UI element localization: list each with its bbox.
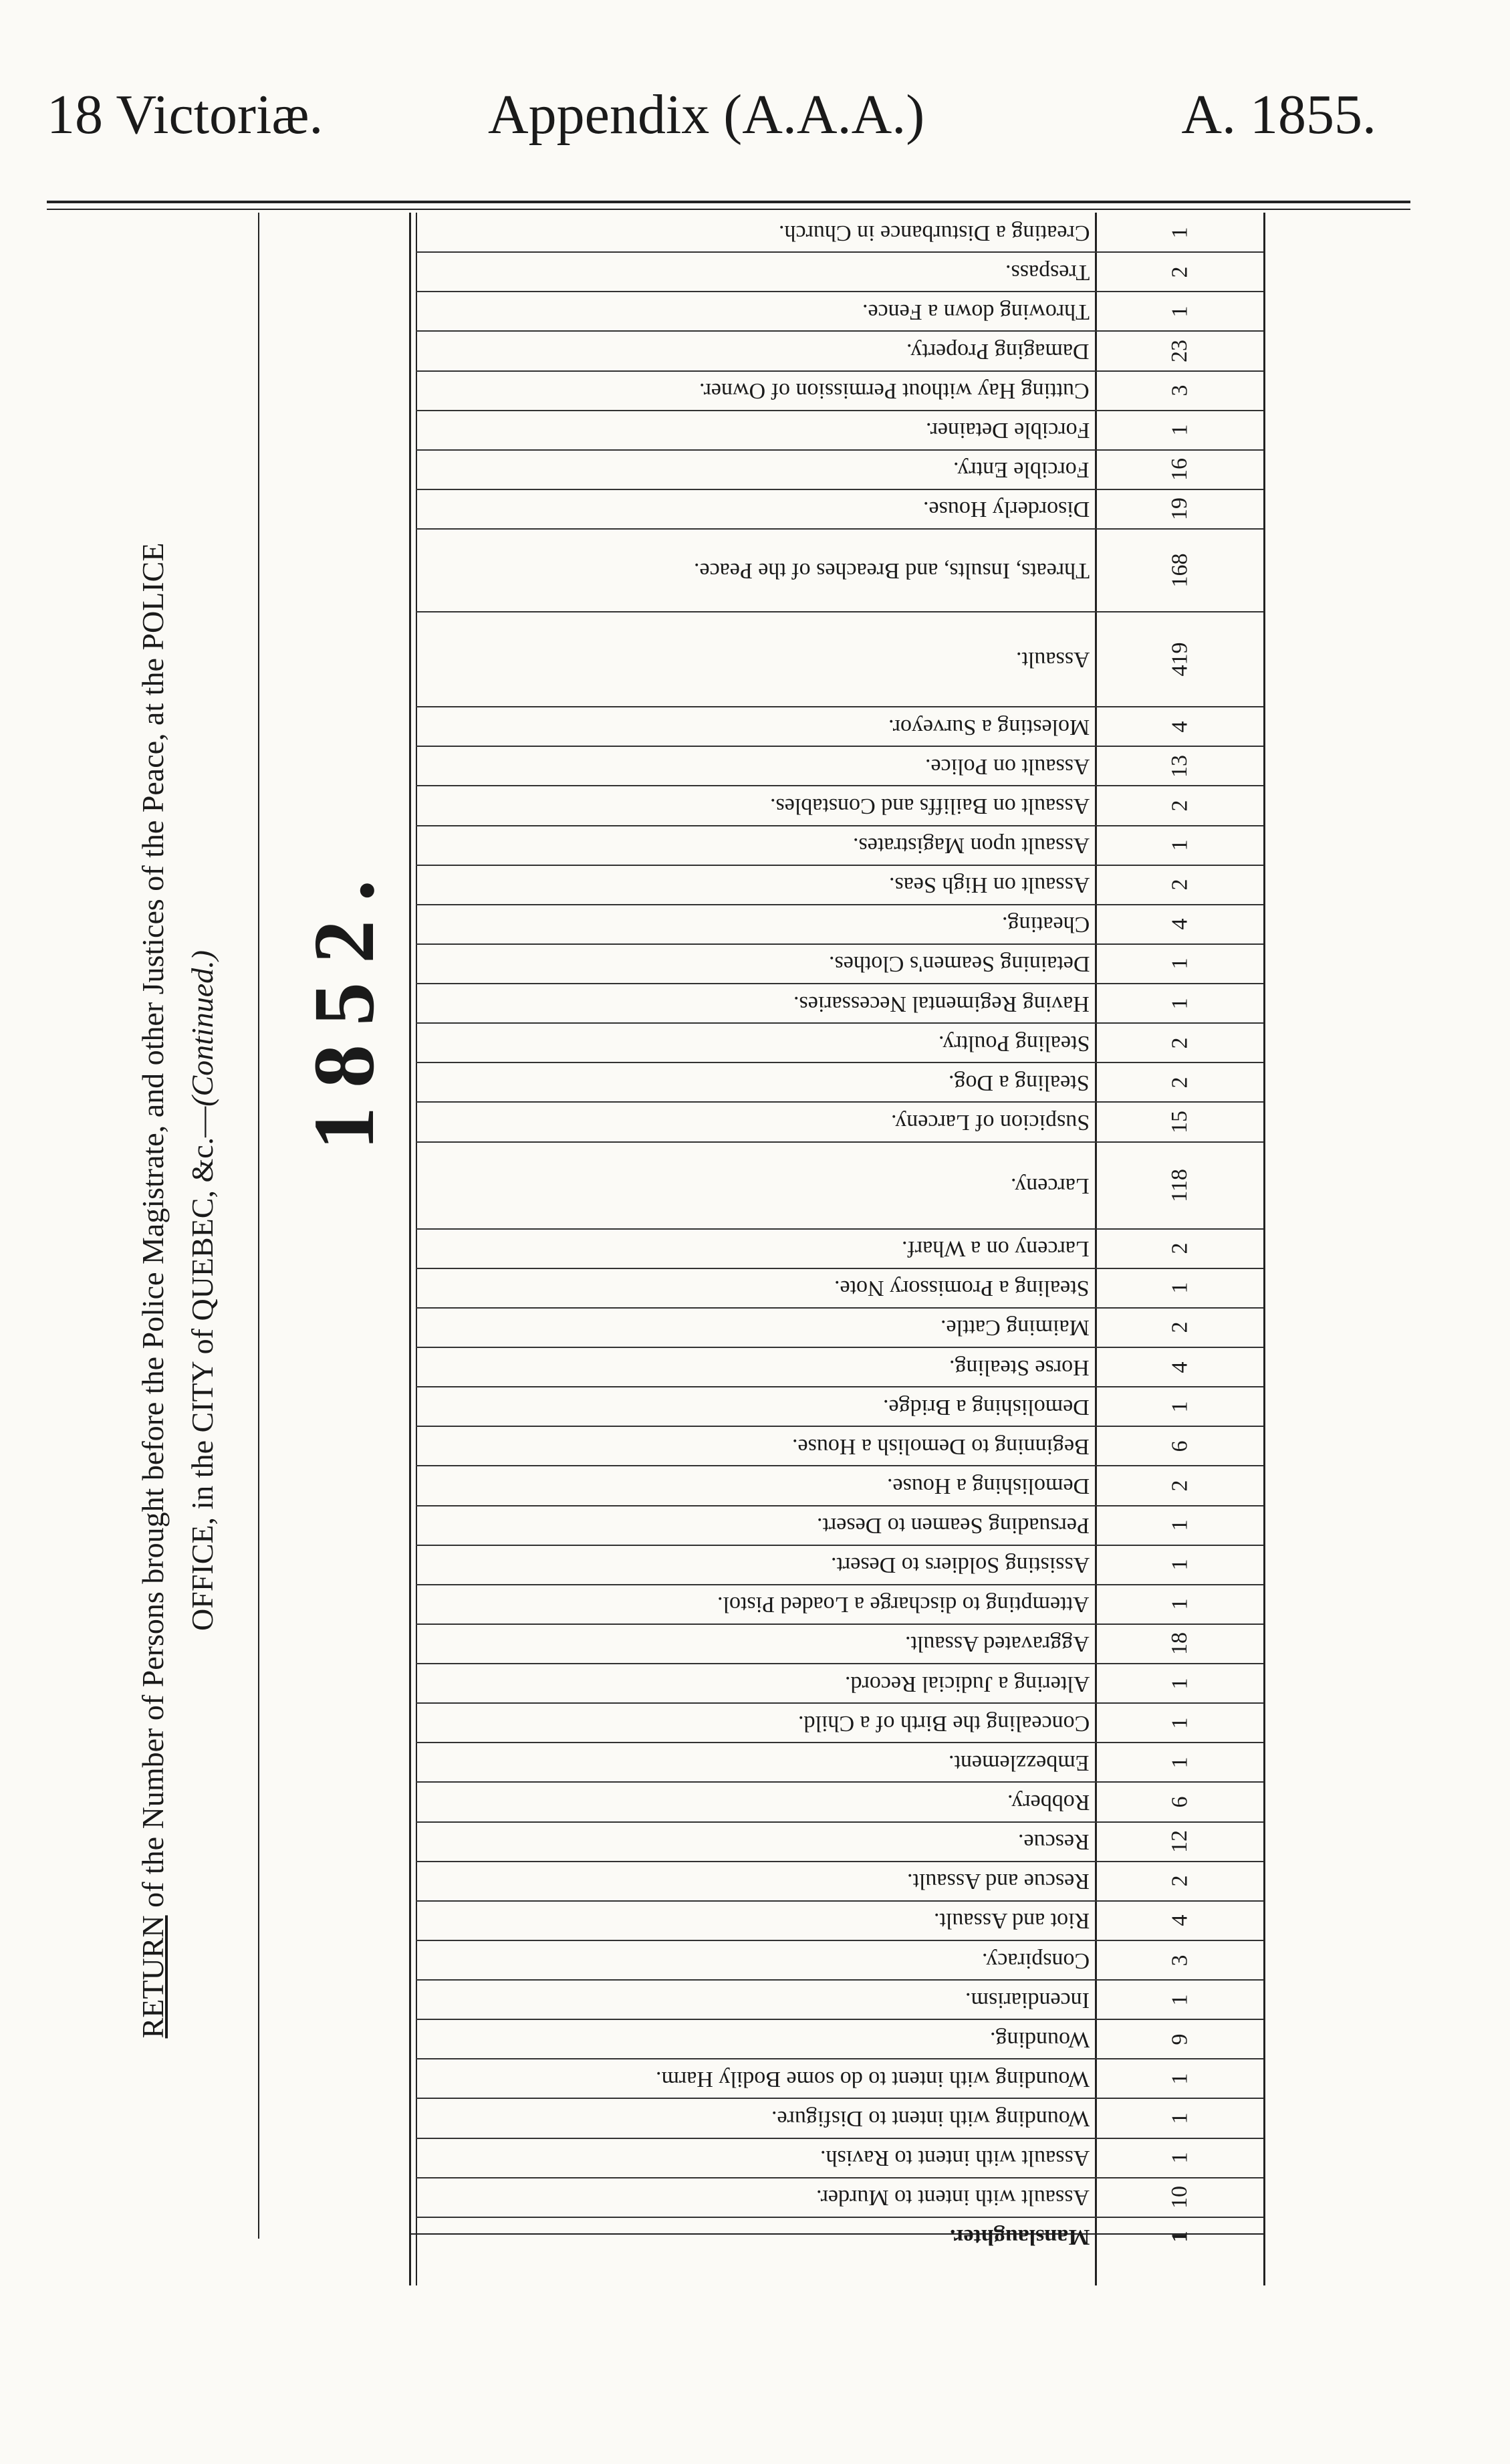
offense-label (428, 450, 1090, 489)
offense-text: Assisting Soldiers to Desert. (830, 1553, 1090, 1578)
offense-text: Robbery. (1007, 1790, 1090, 1815)
count-text: 1 (1167, 1994, 1192, 2006)
offense-count (1100, 1229, 1260, 1268)
count-text: 1 (1167, 2152, 1192, 2164)
count-text: 2 (1167, 1242, 1192, 1254)
count-text: 10 (1167, 2186, 1192, 2209)
offense-count (1100, 786, 1260, 825)
offense-count (1100, 1142, 1260, 1229)
table-row (0, 746, 1510, 786)
offense-count (1100, 984, 1260, 1023)
offense-count (1100, 1940, 1260, 1980)
count-text: 1 (1167, 1717, 1192, 1729)
offense-label (428, 252, 1090, 292)
offense-count (1100, 1624, 1260, 1664)
table-row (0, 1782, 1510, 1821)
count-text: 419 (1167, 642, 1192, 677)
table-row (0, 252, 1510, 292)
offense-label (428, 1062, 1090, 1102)
count-text: 1 (1167, 306, 1192, 318)
header-rule-thick (47, 201, 1410, 203)
offense-count (1100, 1901, 1260, 1940)
offense-text: Demolishing a Bridge. (883, 1394, 1090, 1420)
table-row (0, 1347, 1510, 1387)
table-row (0, 1466, 1510, 1505)
offense-count (1100, 2098, 1260, 2138)
offense-text: Horse Stealing. (949, 1355, 1090, 1380)
offense-text: Persuading Seamen to Desert. (817, 1513, 1090, 1539)
offense-label (428, 1142, 1090, 1229)
offense-text: Incendiarism. (965, 1987, 1090, 2013)
offense-label (428, 1426, 1090, 1466)
table-row (0, 1901, 1510, 1940)
offense-label (428, 2059, 1090, 2098)
table-row (0, 489, 1510, 529)
table-row (0, 1426, 1510, 1466)
count-text: 1 (1167, 2231, 1192, 2243)
header-right: A. 1855. (1181, 84, 1376, 146)
offense-count (1100, 213, 1260, 252)
table-row (0, 1387, 1510, 1426)
table-row (0, 2098, 1510, 2138)
count-text: 1 (1167, 424, 1192, 436)
offense-text: Rescue. (1018, 1829, 1090, 1855)
table-row (0, 612, 1510, 707)
count-text: 3 (1167, 384, 1192, 397)
offense-label (428, 371, 1090, 411)
count-text: 6 (1167, 1796, 1192, 1808)
offense-label (428, 1268, 1090, 1308)
offense-text: Assault on Police. (924, 754, 1090, 779)
offense-count (1100, 1426, 1260, 1466)
table-row (0, 944, 1510, 984)
count-text: 4 (1167, 918, 1192, 930)
offense-label (428, 489, 1090, 529)
offense-label (428, 612, 1090, 707)
offense-label (428, 1308, 1090, 1347)
offense-count (1100, 2178, 1260, 2217)
offense-label (428, 1980, 1090, 2019)
count-text: 1 (1167, 1519, 1192, 1531)
offense-text: Molesting a Surveyor. (888, 714, 1090, 740)
offense-label (428, 984, 1090, 1023)
count-text: 15 (1167, 1110, 1192, 1133)
table-row (0, 331, 1510, 370)
count-text: 12 (1167, 1830, 1192, 1854)
offense-text: Throwing down a Fence. (862, 299, 1090, 324)
offense-text: Embezzlement. (949, 1750, 1090, 1775)
offense-label (428, 2138, 1090, 2178)
count-text: 2 (1167, 1037, 1192, 1049)
count-text: 2 (1167, 1321, 1192, 1333)
offense-count (1100, 1545, 1260, 1585)
count-text: 2 (1167, 800, 1192, 812)
offense-text: Assault on Bailiffs and Constables. (769, 793, 1090, 818)
offense-label (428, 1703, 1090, 1743)
offense-label (428, 1862, 1090, 1901)
offense-label (428, 529, 1090, 612)
table-row (0, 1980, 1510, 2019)
offense-text: Larceny on a Wharf. (902, 1236, 1090, 1262)
table-row (0, 707, 1510, 746)
offense-text: Beginning to Demolish a House. (792, 1434, 1090, 1459)
offense-label (428, 1347, 1090, 1387)
offense-count (1100, 1102, 1260, 1141)
caption-line-2-text: OFFICE, in the CITY of QUEBEC, &c.— (185, 1106, 219, 1631)
table-row (0, 826, 1510, 865)
table-row (0, 213, 1510, 252)
offense-count (1100, 1664, 1260, 1703)
offense-count (1100, 865, 1260, 905)
offense-text: Stealing a Promissory Note. (834, 1276, 1090, 1301)
offense-label (428, 2098, 1090, 2138)
offense-text: Manslaughter. (949, 2225, 1090, 2250)
table-row (0, 2138, 1510, 2178)
count-text: 1 (1167, 1282, 1192, 1294)
caption-return-word: RETURN (136, 1915, 170, 2039)
offense-count (1100, 1585, 1260, 1624)
offense-label (428, 786, 1090, 825)
offense-label (428, 1387, 1090, 1426)
offense-text: Demolishing a House. (886, 1473, 1090, 1498)
offense-text: Wounding with intent to do some Bodily Harm. (656, 2066, 1090, 2092)
offense-label (428, 1940, 1090, 1980)
count-text: 1 (1167, 1757, 1192, 1769)
count-text: 1 (1167, 2073, 1192, 2085)
offense-count (1100, 1062, 1260, 1102)
offense-text: Suspicion of Larceny. (890, 1109, 1090, 1135)
offense-label (428, 1624, 1090, 1664)
table-row (0, 1506, 1510, 1545)
offense-text: Assault on High Seas. (888, 873, 1090, 898)
table-row (0, 1624, 1510, 1664)
offense-label (428, 1545, 1090, 1585)
offense-text: Creating a Disturbance in Church. (778, 220, 1090, 245)
offense-label (428, 1743, 1090, 1782)
count-text: 1 (1167, 998, 1192, 1010)
table-row (0, 1023, 1510, 1062)
count-text: 1 (1167, 1678, 1192, 1690)
offense-text: Rescue and Assault. (907, 1869, 1090, 1894)
year-heading: 1852. (296, 861, 392, 1150)
count-text: 3 (1167, 1954, 1192, 1967)
header-center: Appendix (A.A.A.) (488, 84, 925, 146)
count-text: 118 (1167, 1168, 1192, 1202)
offense-text: Cheating. (1001, 912, 1090, 937)
offense-count (1100, 411, 1260, 450)
offense-text: Wounding. (989, 2027, 1090, 2052)
offense-label (428, 1506, 1090, 1545)
offense-label (428, 1901, 1090, 1940)
table-row (0, 1102, 1510, 1141)
offense-count (1100, 1308, 1260, 1347)
offense-count (1100, 450, 1260, 489)
table-row (0, 2178, 1510, 2217)
offense-label (428, 292, 1090, 331)
table-row (0, 2217, 1510, 2257)
count-text: 19 (1167, 497, 1192, 521)
table-row (0, 411, 1510, 450)
table-row (0, 984, 1510, 1023)
caption-continued: (Continued.) (185, 950, 219, 1107)
table-row (0, 865, 1510, 905)
count-text: 1 (1167, 1598, 1192, 1610)
offense-text: Concealing the Birth of a Child. (797, 1710, 1090, 1736)
offense-count (1100, 1862, 1260, 1901)
offense-label (428, 1102, 1090, 1141)
table-row (0, 1545, 1510, 1585)
count-text: 4 (1167, 1914, 1192, 1926)
offense-label (428, 331, 1090, 370)
table-row (0, 2059, 1510, 2098)
offense-count (1100, 1703, 1260, 1743)
count-text: 4 (1167, 721, 1192, 733)
count-text: 2 (1167, 266, 1192, 278)
offense-text: Larceny. (1011, 1173, 1090, 1198)
table-row (0, 1664, 1510, 1703)
offense-label (428, 1664, 1090, 1703)
offense-count (1100, 1980, 1260, 2019)
offense-count (1100, 1743, 1260, 1782)
offense-text: Maiming Cattle. (940, 1315, 1090, 1341)
table-row (0, 1585, 1510, 1624)
offense-count (1100, 489, 1260, 529)
count-text: 1 (1167, 1559, 1192, 1571)
table-row (0, 1703, 1510, 1743)
count-text: 1 (1167, 839, 1192, 851)
count-text: 2 (1167, 1077, 1192, 1089)
offense-text: Attempting to discharge a Loaded Pistol. (717, 1592, 1090, 1617)
table-row (0, 1268, 1510, 1308)
offense-text: Threats, Insults, and Breaches of the Peace. (694, 558, 1090, 584)
offense-count (1100, 2019, 1260, 2059)
table-row (0, 1743, 1510, 1782)
offense-text: Altering a Judicial Record. (844, 1671, 1090, 1696)
offense-count (1100, 1782, 1260, 1821)
offense-label (428, 1782, 1090, 1821)
offense-label (428, 746, 1090, 786)
count-text: 2 (1167, 1480, 1192, 1492)
offense-label (428, 2178, 1090, 2217)
caption-line-1-text: of the Number of Persons brought before the Police Magistrate, and other Justices of the Peace, at the POLICE (136, 542, 170, 1916)
table-row (0, 1822, 1510, 1862)
count-text: 1 (1167, 2112, 1192, 2124)
table-row (0, 786, 1510, 825)
offense-label (428, 707, 1090, 746)
offense-count (1100, 1387, 1260, 1426)
count-text: 6 (1167, 1440, 1192, 1452)
offense-count (1100, 529, 1260, 612)
offense-text: Wounding with intent to Disfigure. (771, 2106, 1090, 2132)
offense-count (1100, 331, 1260, 370)
offense-text: Detaining Seamen's Clothes. (828, 951, 1090, 977)
offense-count (1100, 746, 1260, 786)
table-row (0, 1940, 1510, 1980)
table-row (0, 1229, 1510, 1268)
offense-count (1100, 1506, 1260, 1545)
offense-text: Stealing Poultry. (938, 1030, 1090, 1056)
offense-text: Riot and Assault. (933, 1908, 1090, 1934)
offense-label (428, 213, 1090, 252)
offense-text: Having Regimental Necessaries. (793, 991, 1090, 1016)
offense-text: Assault upon Magistrates. (852, 833, 1090, 859)
offense-text: Trespass. (1005, 259, 1090, 285)
count-text: 2 (1167, 1875, 1192, 1887)
offense-label (428, 2019, 1090, 2059)
table-row (0, 1062, 1510, 1102)
offense-count (1100, 612, 1260, 707)
offense-text: Assault with intent to Ravish. (820, 2146, 1090, 2171)
offense-text: Disorderly House. (922, 497, 1090, 522)
offense-text: Conspiracy. (981, 1948, 1090, 1973)
offense-label (428, 826, 1090, 865)
offense-text: Cutting Hay without Permission of Owner. (699, 378, 1090, 404)
offense-label (428, 2217, 1090, 2257)
offense-label (428, 1585, 1090, 1624)
count-text: 2 (1167, 879, 1192, 891)
offense-count (1100, 2059, 1260, 2098)
offense-count (1100, 2217, 1260, 2257)
offense-label (428, 1023, 1090, 1062)
count-text: 16 (1167, 458, 1192, 481)
offense-count (1100, 2138, 1260, 2178)
offense-label (428, 944, 1090, 984)
offense-text: Forcible Entry. (953, 457, 1090, 483)
offense-count (1100, 1268, 1260, 1308)
offense-text: Assault with intent to Murder. (816, 2185, 1090, 2211)
offense-count (1100, 1466, 1260, 1505)
table-row (0, 905, 1510, 944)
count-text: 168 (1167, 553, 1192, 588)
offense-count (1100, 371, 1260, 411)
count-text: 13 (1167, 754, 1192, 778)
offense-count (1100, 1023, 1260, 1062)
offense-text: Stealing a Dog. (949, 1070, 1090, 1095)
count-text: 23 (1167, 339, 1192, 362)
header-rule-thin (47, 209, 1410, 210)
offense-label (428, 1466, 1090, 1505)
offense-label (428, 1822, 1090, 1862)
offense-count (1100, 292, 1260, 331)
offense-count (1100, 905, 1260, 944)
offense-text: Assault. (1015, 647, 1090, 673)
table-row (0, 1308, 1510, 1347)
table-row (0, 371, 1510, 411)
offense-count (1100, 707, 1260, 746)
offense-text: Aggravated Assault. (905, 1632, 1090, 1657)
offense-label (428, 865, 1090, 905)
offense-label (428, 905, 1090, 944)
count-text: 1 (1167, 958, 1192, 970)
count-text: 1 (1167, 1401, 1192, 1413)
count-text: 1 (1167, 227, 1192, 239)
offense-text: Forcible Detainer. (925, 418, 1090, 443)
count-text: 18 (1167, 1632, 1192, 1656)
offense-count (1100, 826, 1260, 865)
table-row (0, 292, 1510, 331)
table-row (0, 1862, 1510, 1901)
table-row (0, 2019, 1510, 2059)
offense-text: Damaging Property. (906, 338, 1090, 364)
count-text: 4 (1167, 1361, 1192, 1373)
offense-count (1100, 252, 1260, 292)
header-left: 18 Victoriæ. (47, 84, 324, 146)
offense-count (1100, 1822, 1260, 1862)
table-row (0, 1142, 1510, 1229)
table-row (0, 450, 1510, 489)
offense-label (428, 1229, 1090, 1268)
count-text: 9 (1167, 2033, 1192, 2045)
offense-count (1100, 1347, 1260, 1387)
offense-count (1100, 944, 1260, 984)
table-row (0, 529, 1510, 612)
offense-label (428, 411, 1090, 450)
